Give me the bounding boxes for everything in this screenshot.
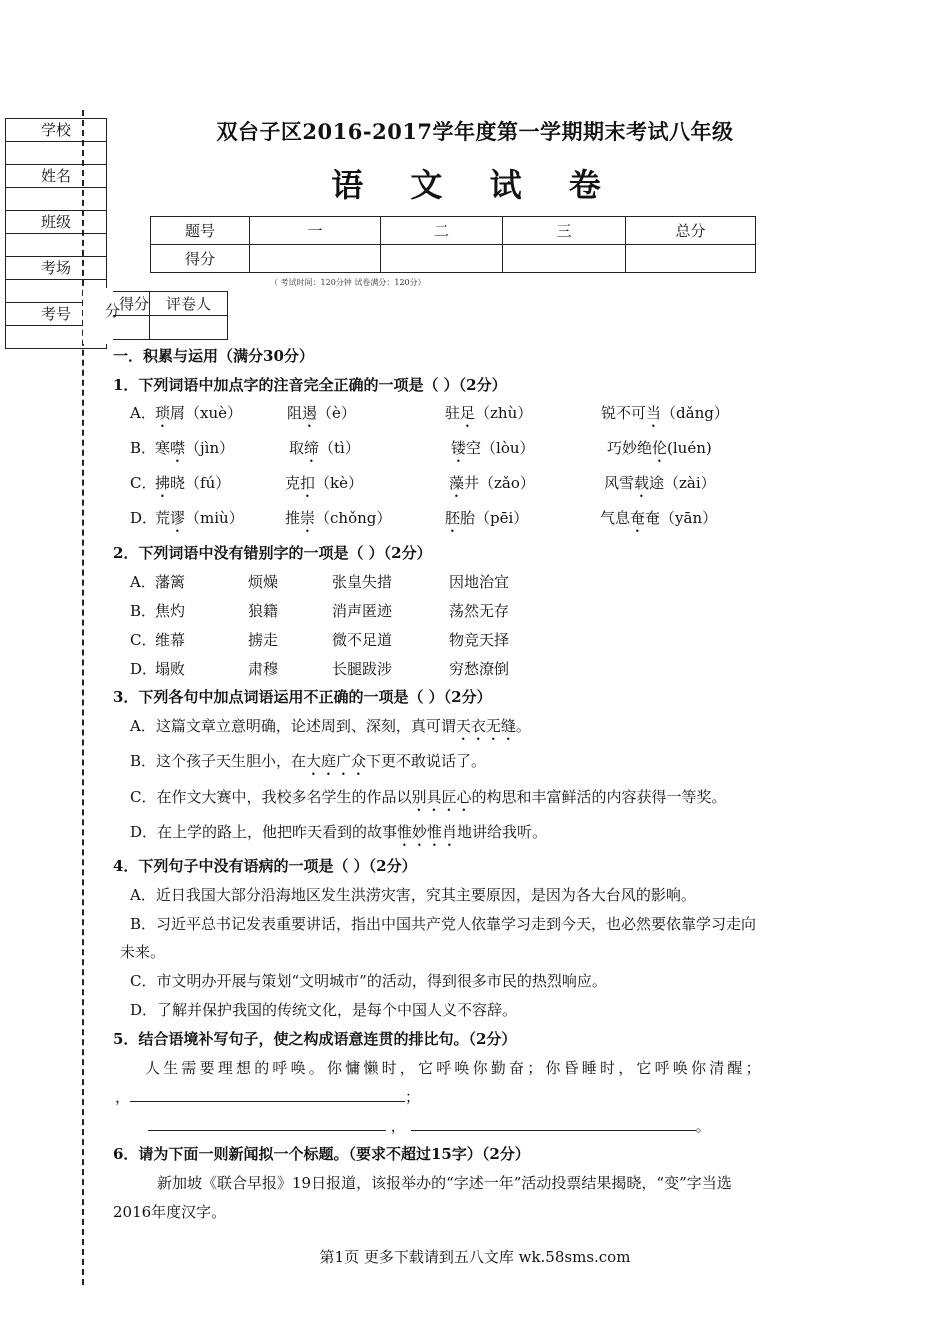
binding-dashed-line — [82, 110, 84, 1285]
q2-option-item: 长腿跋涉 — [332, 660, 393, 678]
q2-option-item: 穷愁潦倒 — [449, 660, 510, 678]
grader-label: 评卷人 — [150, 292, 228, 316]
q1-option-item: 锐不可当（dǎng） — [601, 404, 729, 422]
q2-option-letter: D． — [130, 660, 158, 678]
q3-option-c: C．在作文大赛中，我校多名学生的作品以别具匠心的构思和丰富鲜活的内容获得一等奖。 — [130, 788, 727, 806]
q2-option-item: 张皇失措 — [332, 573, 393, 591]
exam-number-label: 考号 — [6, 302, 106, 325]
q2-option-item: 掳走 — [248, 631, 279, 649]
exam-note: （ 考试时间：120分钟 试卷满分：120分） — [270, 278, 426, 287]
question-3-stem: 3．下列各句中加点词语运用不正确的一项是（ ）（2分） — [113, 688, 492, 706]
q1-option-item: 藻井（zǎo） — [449, 474, 535, 492]
exam-subject-title: 语 文 试 卷 — [331, 166, 619, 204]
q3-option-a: A．这篇文章立意明确，论述周到、深刻，真可谓天衣无缝。 — [130, 717, 531, 735]
page-footer: 第1页 更多下载请到五八文库 wk.58sms.com — [319, 1248, 631, 1266]
q3-option-b: B．这个孩子天生胆小，在大庭广众下更不敢说话了。 — [130, 752, 487, 770]
q2-option-letter: C． — [130, 631, 157, 649]
blank-line[interactable] — [148, 1116, 386, 1131]
score-header-cell: 一 — [250, 217, 381, 245]
class-label: 班级 — [6, 210, 106, 233]
school-label: 学校 — [6, 118, 106, 141]
score-header-cell: 总分 — [626, 217, 756, 245]
q1-option-item: 巧妙绝伦(luén) — [607, 439, 712, 457]
q4-option-d: D．了解并保护我国的传统文化，是每个中国人义不容辞。 — [130, 1001, 518, 1019]
score-cell[interactable] — [503, 245, 626, 273]
section-title: 一．积累与运用（满分30分） — [113, 347, 314, 365]
q2-option-item: 微不足道 — [332, 631, 393, 649]
grader-score-visible: 分 — [105, 302, 121, 320]
q2-option-item: 塌败 — [155, 660, 186, 678]
name-label: 姓名 — [6, 164, 106, 187]
score-header-cell: 三 — [503, 217, 626, 245]
class-field[interactable] — [6, 233, 106, 256]
exam-title: 双台子区2016-2017学年度第一学期期末考试八年级 — [216, 119, 734, 144]
score-header-cell: 题号 — [151, 217, 250, 245]
q2-option-item: 因地治宜 — [449, 573, 510, 591]
score-cell[interactable] — [250, 245, 381, 273]
q1-option-item: 镂空（lòu） — [451, 439, 535, 457]
q6-news-text: 新加坡《联合早报》19日报道，该报举办的“字述一年”活动投票结果揭晓，“变”字当选 — [157, 1174, 732, 1192]
q1-option-letter: A． — [130, 404, 156, 422]
q2-option-item: 烦燥 — [248, 573, 279, 591]
q4-option-b: B．习近平总书记发表重要讲话，指出中国共产党人依靠学习走到今天，也必然要依靠学习走向 — [130, 915, 757, 933]
score-table — [150, 216, 756, 273]
q1-option-item: 阻遏（è） — [287, 404, 356, 422]
q5-answer-line-2: ， 。 — [148, 1115, 711, 1136]
score-cell[interactable] — [626, 245, 756, 273]
q2-option-item: 焦灼 — [155, 602, 186, 620]
q1-option-item: 胚胎（pēi） — [445, 509, 529, 527]
q2-option-letter: B． — [130, 602, 157, 620]
q2-option-letter: A． — [130, 573, 156, 591]
q5-answer-line-1: ， ； — [115, 1088, 421, 1106]
q1-option-item: 克扣（kè） — [285, 474, 363, 492]
q1-option-item: 寒噤（jìn） — [155, 439, 235, 457]
question-4-stem: 4．下列句子中没有语病的一项是（ ）（2分） — [113, 857, 417, 875]
q1-option-letter: C． — [130, 474, 157, 492]
question-2-stem: 2．下列词语中没有错别字的一项是（ ）（2分） — [113, 544, 432, 562]
q1-option-item: 风雪载途（zài） — [604, 474, 716, 492]
q2-option-item: 肃穆 — [248, 660, 279, 678]
q2-option-item: 维幕 — [155, 631, 186, 649]
score-header-cell: 二 — [381, 217, 503, 245]
blank-line[interactable] — [411, 1116, 696, 1131]
q1-option-item: 推崇（chǒng） — [285, 509, 392, 527]
q2-option-item: 消声匿迹 — [332, 602, 393, 620]
q3-option-d: D．在上学的路上，他把昨天看到的故事惟妙惟肖地讲给我听。 — [130, 823, 548, 841]
q1-option-item: 取缔（tì） — [289, 439, 360, 457]
q2-option-item: 物竞天择 — [449, 631, 510, 649]
question-5-stem: 5．结合语境补写句子，使之构成语意连贯的排比句。（2分） — [113, 1030, 517, 1048]
q5-context: 人生需要理想的呼唤。你慵懒时，它呼唤你勤奋；你昏睡时，它呼唤你清醒； — [145, 1059, 764, 1077]
q1-option-item: 琐屑（xuè） — [155, 404, 243, 422]
q4-option-a: A．近日我国大部分沿海地区发生洪涝灾害，究其主要原因，是因为各大台风的影响。 — [130, 886, 696, 904]
exam-room-label: 考场 — [6, 256, 106, 279]
q1-option-item: 驻足（zhù） — [445, 404, 533, 422]
q2-option-item: 狼籍 — [248, 602, 279, 620]
q2-option-item: 荡然无存 — [449, 602, 510, 620]
question-6-stem: 6．请为下面一则新闻拟一个标题。（要求不超过15字）（2分） — [113, 1145, 530, 1163]
q2-option-item: 藩篱 — [155, 573, 186, 591]
q1-option-item: 气息奄奄（yān） — [600, 509, 718, 527]
q1-option-letter: D． — [130, 509, 158, 527]
grader-score-label: 得分 — [99, 292, 150, 316]
q1-option-item: 荒谬（miù） — [155, 509, 244, 527]
q1-option-letter: B． — [130, 439, 157, 457]
q4-option-b-cont: 未来。 — [120, 943, 166, 961]
blank-line[interactable] — [130, 1087, 405, 1102]
q6-news-text-cont: 2016年度汉字。 — [113, 1203, 227, 1221]
grader-name-cell[interactable] — [150, 316, 228, 340]
q4-option-c: C．市文明办开展与策划“文明城市”的活动，得到很多市民的热烈响应。 — [130, 972, 607, 990]
score-cell[interactable] — [381, 245, 503, 273]
question-1-stem: 1．下列词语中加点字的注音完全正确的一项是（ ）（2分） — [113, 376, 507, 394]
q1-option-item: 拂晓（fú） — [155, 474, 231, 492]
score-row-label: 得分 — [151, 245, 250, 273]
